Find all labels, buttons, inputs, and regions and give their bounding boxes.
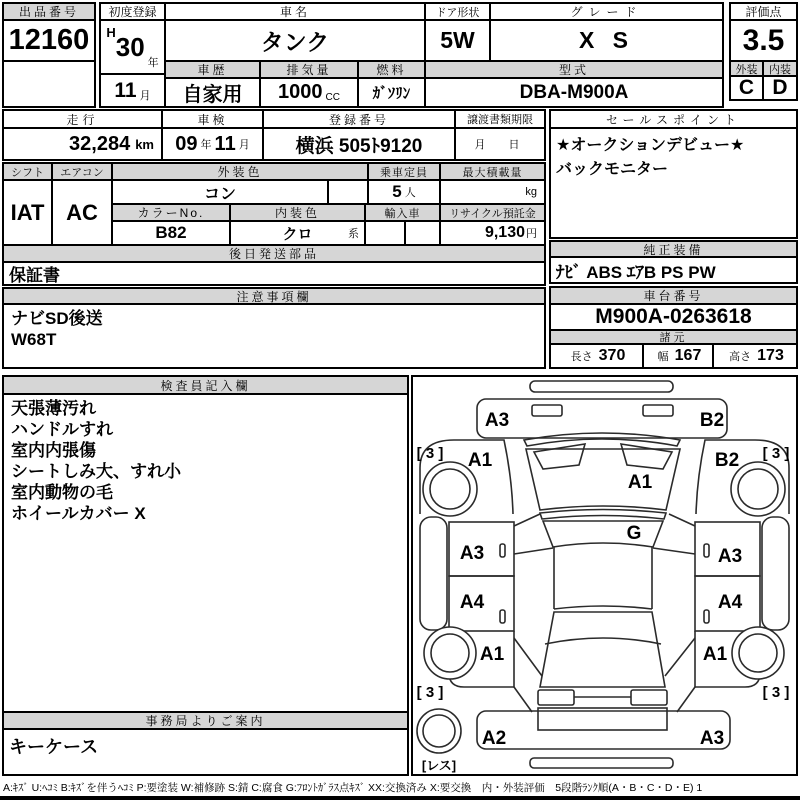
diagram-label-windshield: G — [626, 523, 642, 544]
diagram-label-door-front-right: A3 — [717, 546, 743, 567]
inspection-header: 車検 — [162, 110, 263, 128]
rear-strip-shape — [530, 758, 673, 768]
windshield-shape — [543, 521, 663, 547]
sales-points-header: セールスポイント — [550, 110, 797, 128]
wheel-rear-right-inner — [739, 634, 777, 672]
exterior-grade-header: 外装 — [730, 61, 763, 76]
sales-point-line: バックモニター — [556, 161, 669, 178]
rear-window-shape — [540, 612, 665, 687]
diagram-label-hood: A1 — [627, 472, 653, 493]
inspector-note-line: シートしみ大、すれ小 — [11, 462, 181, 481]
sales-points-content — [550, 128, 797, 238]
recycle-deposit-value: 9,130 — [484, 224, 525, 241]
grade-header: グレード — [490, 3, 723, 20]
wheel-rear-left-inner — [431, 634, 469, 672]
headlight-right-shape — [643, 405, 673, 416]
car-diagram-box — [412, 376, 797, 775]
width-value: 167 — [674, 347, 702, 364]
month-unit: 月 — [139, 90, 151, 102]
capacity-unit: 人 — [404, 187, 416, 199]
car-damage-diagram — [412, 376, 797, 775]
spare-tire-mark: [レス] — [421, 758, 457, 773]
spare-tire-inner — [423, 715, 455, 747]
door-shape-header: ドア形状 — [425, 3, 490, 20]
diagram-label-rear-bumper-right: A3 — [699, 728, 725, 749]
chassis-number-value: M900A-0263618 — [550, 304, 797, 330]
tire-mark-rear-left: [ 3 ] — [416, 684, 444, 701]
max-load-header: 最大積載量 — [440, 163, 545, 180]
interior-color-unit: 系 — [348, 228, 359, 240]
diagram-label-front-bumper-right: B2 — [699, 410, 725, 431]
oem-equipment-header: 純正装備 — [550, 241, 797, 257]
door-handle-icon — [500, 544, 505, 557]
front-bumper-shape — [477, 399, 727, 438]
lot-number-value: 12160 — [3, 20, 95, 61]
score-header: 評価点 — [730, 3, 797, 20]
roof-shape — [554, 547, 652, 609]
chassis-number-header: 車台番号 — [550, 287, 797, 304]
length-label: 長さ — [570, 351, 593, 363]
bottom-border — [0, 796, 800, 800]
door-handle-icon — [704, 544, 709, 557]
notes-line: W68T — [11, 330, 57, 349]
tire-mark-rear-right: [ 3 ] — [762, 684, 790, 701]
inspection-month-unit: 月 — [238, 139, 250, 151]
inspector-note-line: 室内内張傷 — [11, 441, 96, 460]
tire-mark-front-left: [ 3 ] — [416, 445, 444, 462]
tire-mark-front-right: [ 3 ] — [762, 445, 790, 462]
exterior-color-empty-cell — [328, 180, 368, 204]
import-car-empty-cell-1 — [365, 221, 405, 245]
recycle-deposit-header: リサイクル預託金 — [440, 204, 545, 221]
era-letter: H — [106, 25, 116, 40]
roof-front-strip-shape — [540, 510, 666, 520]
interior-grade-header: 内装 — [763, 61, 797, 76]
score-value: 3.5 — [730, 20, 797, 61]
sill-right-shape — [762, 517, 789, 630]
width-label: 幅 — [657, 351, 669, 363]
diagram-label-door-rear-right: A4 — [717, 592, 743, 613]
exterior-color-header: 外装色 — [112, 163, 368, 180]
displacement-value-cell — [260, 78, 358, 107]
car-history-header: 車歴 — [165, 61, 260, 78]
interior-color-value: クロ — [282, 225, 313, 243]
taillight-left-shape — [538, 690, 574, 705]
inspector-notes-content — [3, 394, 408, 712]
notes-line: ナビSD後送 — [11, 309, 103, 328]
diagram-label-quarter-rear-right: A1 — [702, 644, 728, 665]
wheel-front-left-inner — [430, 469, 470, 509]
inspection-value-cell — [162, 128, 263, 160]
sill-left-shape — [420, 517, 447, 630]
notes-header: 注意事項欄 — [3, 288, 545, 304]
height-cell — [713, 344, 797, 368]
aircon-value: AC — [52, 180, 112, 245]
legend-text: A:ｷｽﾞ U:ﾍｺﾐ B:ｷｽﾞを伴うﾍｺﾐ P:要塗装 W:補修跡 S:錆 C:腐食 G:ﾌﾛﾝﾄｶﾞﾗｽ点ｷｽﾞ XX:交換済み X:要交換 内・外装評価 5段階ﾗﾝｸ順(A・B・C・D・E) 1 — [3, 782, 703, 794]
displacement-unit: CC — [325, 92, 340, 103]
width-cell — [643, 344, 713, 368]
import-car-header: 輸入車 — [365, 204, 440, 221]
registration-number-value: 横浜 505ﾄ9120 — [263, 128, 455, 160]
inspector-note-line: ハンドルすれ — [11, 420, 113, 439]
color-number-value: B82 — [112, 221, 230, 245]
displacement-value: 1000 — [278, 81, 323, 103]
capacity-value-cell — [368, 180, 440, 204]
inspector-note-line: 天張薄汚れ — [11, 399, 96, 418]
wiper-right-shape — [621, 444, 672, 469]
recycle-deposit-value-cell — [440, 221, 545, 245]
first-registration-header: 初度登録 — [100, 3, 165, 20]
office-info-value: キーケース — [3, 729, 408, 775]
ship-later-value: 保証書 — [3, 262, 545, 285]
first-registration-month-cell — [100, 74, 165, 107]
fuel-value: ｶﾞｿﾘﾝ — [358, 78, 425, 107]
diagram-label-door-rear-left: A4 — [459, 592, 485, 613]
rear-window-curve — [545, 638, 661, 644]
import-car-empty-cell-2 — [405, 221, 440, 245]
door-handle-icon — [500, 610, 505, 623]
diagram-label-rear-bumper-left: A2 — [481, 728, 507, 749]
transfer-deadline-header: 譲渡書類期限 — [455, 110, 545, 128]
headlight-left-shape — [532, 405, 562, 416]
capacity-value: 5 — [392, 182, 402, 201]
diagram-label-fender-front-right: B2 — [714, 450, 740, 471]
model-code-value: DBA-M900A — [425, 78, 723, 107]
wiper-left-shape — [534, 444, 585, 469]
interior-grade-value: D — [763, 76, 797, 100]
exterior-grade-value: C — [730, 76, 763, 100]
ship-later-header: 後日発送部品 — [3, 245, 545, 262]
wheel-front-right-inner — [738, 469, 778, 509]
inspection-year: 09 — [175, 132, 198, 155]
transfer-deadline-value: 月 日 — [455, 128, 545, 160]
interior-color-value-cell — [230, 221, 365, 245]
grade-value: X S — [490, 20, 723, 61]
diagram-label-fender-front-left: A1 — [467, 450, 493, 471]
inspector-note-line: ホイールカバー X — [11, 504, 146, 523]
registration-number-header: 登録番号 — [263, 110, 455, 128]
shift-header: シフト — [3, 163, 52, 180]
capacity-header: 乗車定員 — [368, 163, 440, 180]
length-value: 370 — [598, 347, 626, 364]
door-shape-value: 5W — [425, 20, 490, 61]
sales-point-line: ★オークションデビュー★ — [556, 137, 745, 154]
lot-number-header: 出品番号 — [3, 3, 95, 20]
first-registration-year: 30 — [115, 31, 145, 62]
diagram-label-front-bumper-left: A3 — [484, 410, 510, 431]
car-name-header: 車名 — [165, 3, 425, 20]
inspector-note-line: 室内動物の毛 — [11, 483, 113, 502]
displacement-header: 排気量 — [260, 61, 358, 78]
inspector-notes-header: 検査員記入欄 — [3, 376, 408, 394]
lot-number-empty-cell — [3, 61, 95, 107]
first-registration-year-cell — [100, 20, 165, 74]
year-unit: 年 — [147, 57, 159, 69]
door-handle-icon — [704, 610, 709, 623]
shift-value: IAT — [3, 180, 52, 245]
length-cell — [550, 344, 643, 368]
mileage-value-cell — [3, 128, 162, 160]
front-strip-shape — [530, 381, 673, 392]
first-registration-month: 11 — [114, 78, 137, 102]
notes-content — [3, 304, 545, 368]
mileage-header: 走行 — [3, 110, 162, 128]
model-code-header: 型式 — [425, 61, 723, 78]
exterior-color-value: コン — [112, 180, 328, 204]
fold-lines-left — [514, 514, 553, 712]
inspection-year-unit: 年 — [200, 139, 212, 151]
mileage-unit: km — [135, 136, 154, 152]
oem-equipment-value: ﾅﾋﾞ ABS ｴｱB PS PW — [550, 257, 797, 283]
inspection-month: 11 — [214, 132, 236, 155]
aircon-header: エアコン — [52, 163, 112, 180]
height-value: 173 — [757, 347, 784, 364]
recycle-deposit-unit: 円 — [526, 228, 537, 240]
diagram-label-door-front-left: A3 — [459, 543, 485, 564]
dimensions-header: 諸元 — [550, 330, 797, 344]
height-label: 高さ — [729, 351, 752, 363]
car-name-value: タンク — [165, 20, 425, 61]
interior-color-header: 内装色 — [230, 204, 365, 221]
max-load-value: kg — [440, 180, 545, 204]
cowl-shape — [524, 433, 680, 446]
taillight-right-shape — [631, 690, 667, 705]
fold-lines-right — [653, 514, 695, 712]
car-history-value: 自家用 — [165, 78, 260, 107]
mileage-value: 32,284 — [69, 132, 131, 155]
diagram-label-quarter-rear-left: A1 — [479, 644, 505, 665]
fuel-header: 燃料 — [358, 61, 425, 78]
hood-shape — [526, 449, 680, 510]
office-info-header: 事務局よりご案内 — [3, 712, 408, 729]
color-number-header: カラーNo. — [112, 204, 230, 221]
